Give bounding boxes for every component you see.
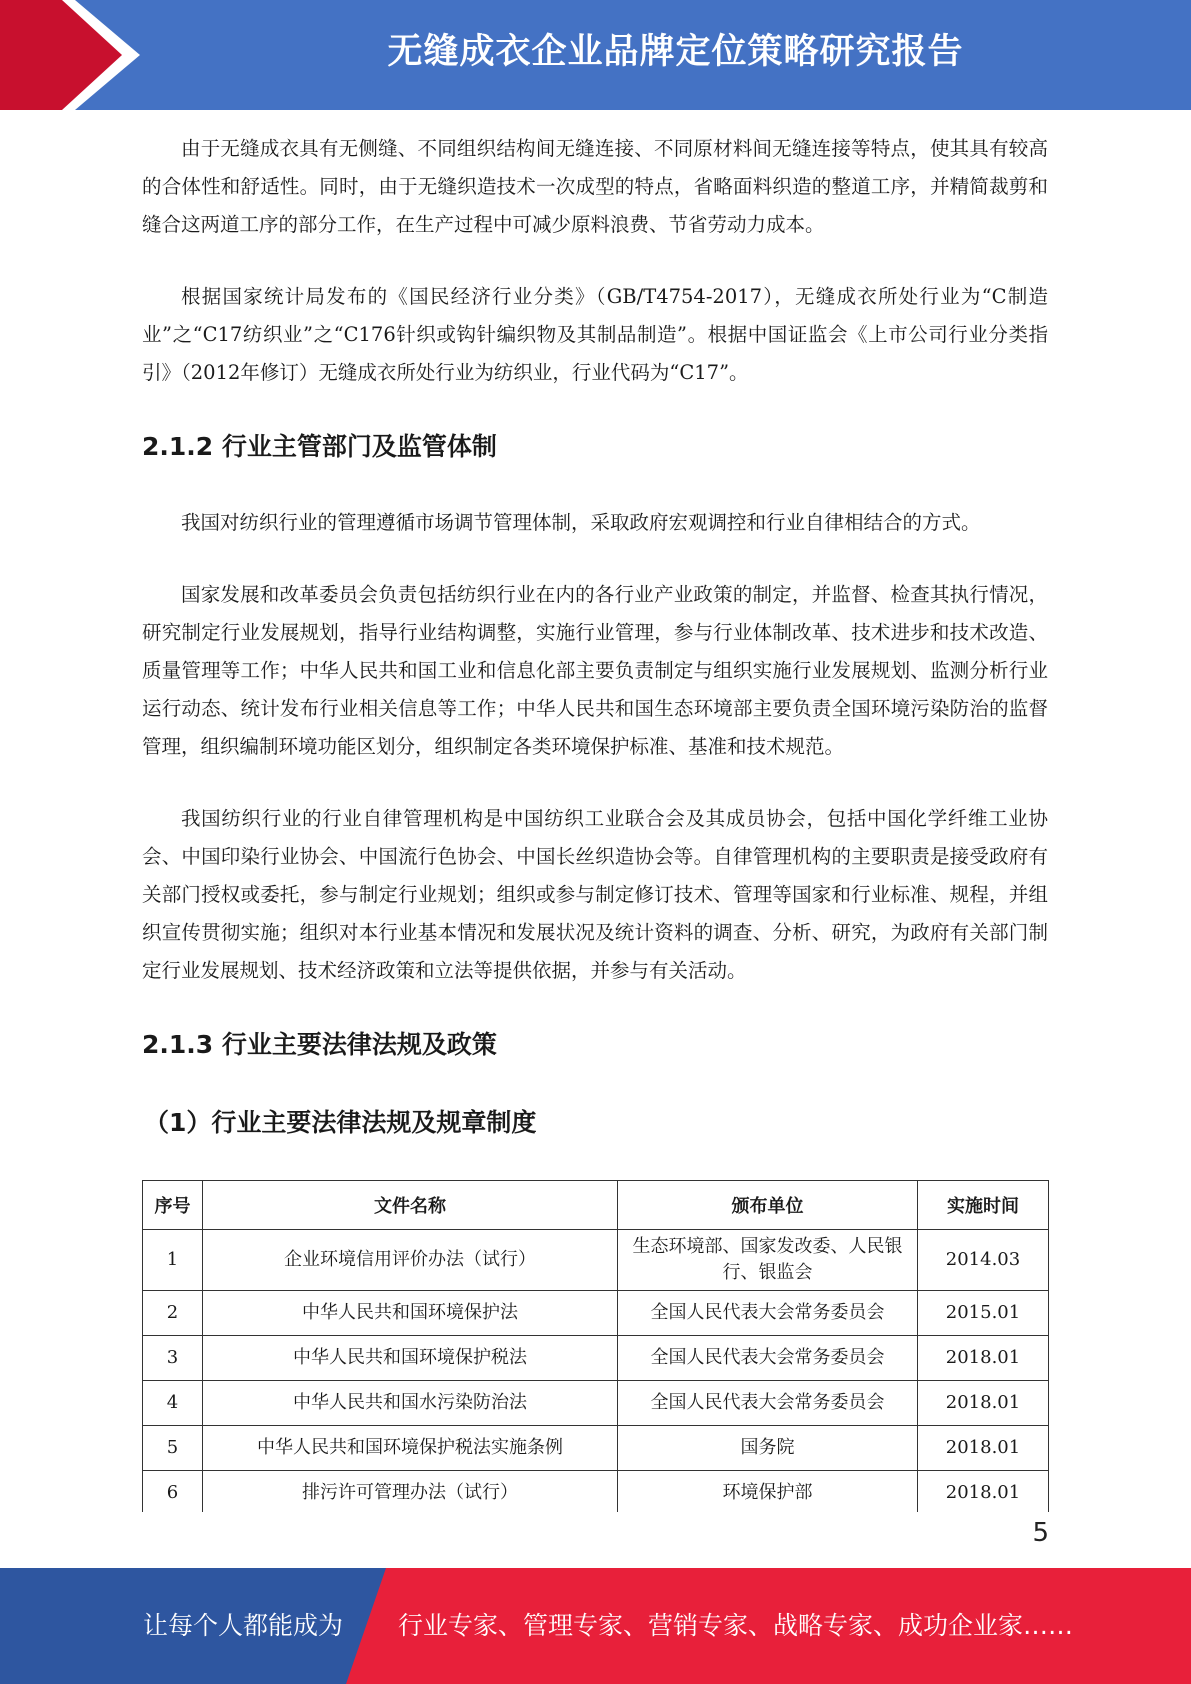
footer-slogan-left: 让每个人都能成为 bbox=[143, 1611, 344, 1640]
table-cell-date: 2018.01 bbox=[918, 1381, 1049, 1426]
table-cell-date: 2018.01 bbox=[918, 1336, 1049, 1381]
table-header-row bbox=[143, 1181, 1049, 1230]
table-cell-issuer: 环境保护部 bbox=[618, 1471, 918, 1513]
paragraph-self-regulation: 我国纺织行业的行业自律管理机构是中国纺织工业联合会及其成员协会，包括中国化学纤维工业协会、中国印染行业协会、中国流行色协会、中国长丝织造协会等。自律管理机构的主要职责是接受政府有关部门授权或委托，参与制定行业规划；组织或参与制定修订技术、管理等国家和行业标准、规程，并组织宣传贯彻实施；组织对本行业基本情况和发展状况及统计资料的调查、分析、研究，为政府有关部门制定行业发展规划、技术经济政策和立法等提供依据，并参与有关活动。 bbox=[142, 807, 1048, 982]
main-content bbox=[142, 130, 1048, 1170]
table-cell-date: 2018.01 bbox=[918, 1426, 1049, 1471]
table-row bbox=[143, 1336, 1049, 1381]
table-header-no: 序号 bbox=[143, 1181, 203, 1230]
table-cell-name: 排污许可管理办法（试行） bbox=[203, 1471, 618, 1513]
table-cell-no: 2 bbox=[143, 1291, 203, 1336]
paragraph-government-departments: 国家发展和改革委员会负责包括纺织行业在内的各行业产业政策的制定，并监督、检查其执行情况，研究制定行业发展规划，指导行业结构调整，实施行业管理，参与行业体制改革、技术进步和技术改造、质量管理等工作；中华人民共和国工业和信息化部主要负责制定与组织实施行业发展规划、监测分析行业运行动态、统计发布行业相关信息等工作；中华人民共和国生态环境部主要负责全国环境污染防治的监督管理，组织编制环境功能区划分，组织制定各类环境保护标准、基准和技术规范。 bbox=[142, 583, 1048, 758]
section-heading-2-1-3: 2.1.3 行业主要法律法规及政策 bbox=[142, 1030, 497, 1059]
table-cell-date: 2018.01 bbox=[918, 1471, 1049, 1513]
header-chevron-icon bbox=[0, 0, 150, 110]
table-cell-date: 2014.03 bbox=[918, 1230, 1049, 1291]
table-cell-no: 1 bbox=[143, 1230, 203, 1291]
table-cell-no: 3 bbox=[143, 1336, 203, 1381]
table-cell-issuer: 生态环境部、国家发改委、人民银行、银监会 bbox=[618, 1230, 918, 1291]
table-cell-issuer: 国务院 bbox=[618, 1426, 918, 1471]
table-row bbox=[143, 1381, 1049, 1426]
table-row bbox=[143, 1426, 1049, 1471]
table-cell-name: 中华人民共和国环境保护法 bbox=[203, 1291, 618, 1336]
table-row bbox=[143, 1291, 1049, 1336]
section-heading-2-1-2: 2.1.2 行业主管部门及监管体制 bbox=[142, 432, 497, 461]
table-cell-issuer: 全国人民代表大会常务委员会 bbox=[618, 1381, 918, 1426]
page-number: 5 bbox=[1032, 1518, 1049, 1548]
table-cell-name: 中华人民共和国水污染防治法 bbox=[203, 1381, 618, 1426]
table-cell-no: 6 bbox=[143, 1471, 203, 1513]
table-cell-name: 企业环境信用评价办法（试行） bbox=[203, 1230, 618, 1291]
table-row bbox=[143, 1230, 1049, 1291]
header-banner bbox=[0, 0, 1191, 110]
footer-slogan-right: 行业专家、管理专家、营销专家、战略专家、成功企业家…… bbox=[398, 1611, 1074, 1640]
table-cell-name: 中华人民共和国环境保护税法 bbox=[203, 1336, 618, 1381]
laws-table bbox=[142, 1180, 1049, 1512]
table-cell-no: 5 bbox=[143, 1426, 203, 1471]
table-header-date: 实施时间 bbox=[918, 1181, 1049, 1230]
table-cell-name: 中华人民共和国环境保护税法实施条例 bbox=[203, 1426, 618, 1471]
table-cell-date: 2015.01 bbox=[918, 1291, 1049, 1336]
table-cell-issuer: 全国人民代表大会常务委员会 bbox=[618, 1291, 918, 1336]
paragraph-seamless-features: 由于无缝成衣具有无侧缝、不同组织结构间无缝连接、不同原材料间无缝连接等特点，使其具有较高的合体性和舒适性。同时，由于无缝织造技术一次成型的特点，省略面料织造的整道工序，并精简裁剪和缝合这两道工序的部分工作，在生产过程中可减少原料浪费、节省劳动力成本。 bbox=[142, 137, 1048, 236]
laws-table-container bbox=[142, 1180, 1050, 1512]
table-cell-issuer: 全国人民代表大会常务委员会 bbox=[618, 1336, 918, 1381]
table-header-name: 文件名称 bbox=[203, 1181, 618, 1230]
footer-banner bbox=[0, 1568, 1191, 1684]
table-row bbox=[143, 1471, 1049, 1513]
paragraph-management-system: 我国对纺织行业的管理遵循市场调节管理体制，采取政府宏观调控和行业自律相结合的方式。 bbox=[181, 511, 981, 534]
report-title: 无缝成衣企业品牌定位策略研究报告 bbox=[387, 32, 964, 72]
subsection-heading-laws: （1）行业主要法律法规及规章制度 bbox=[144, 1108, 537, 1137]
paragraph-industry-classification: 根据国家统计局发布的《国民经济行业分类》（GB/T4754-2017），无缝成衣所处行业为“C制造业”之“C17纺织业”之“C176针织或钩针编织物及其制品制造”。根据中国证监会《上市公司行业分类指引》（2012年修订）无缝成衣所处行业为纺织业，行业代码为“C17”。 bbox=[142, 285, 1048, 384]
table-header-issuer: 颁布单位 bbox=[618, 1181, 918, 1230]
table-cell-no: 4 bbox=[143, 1381, 203, 1426]
